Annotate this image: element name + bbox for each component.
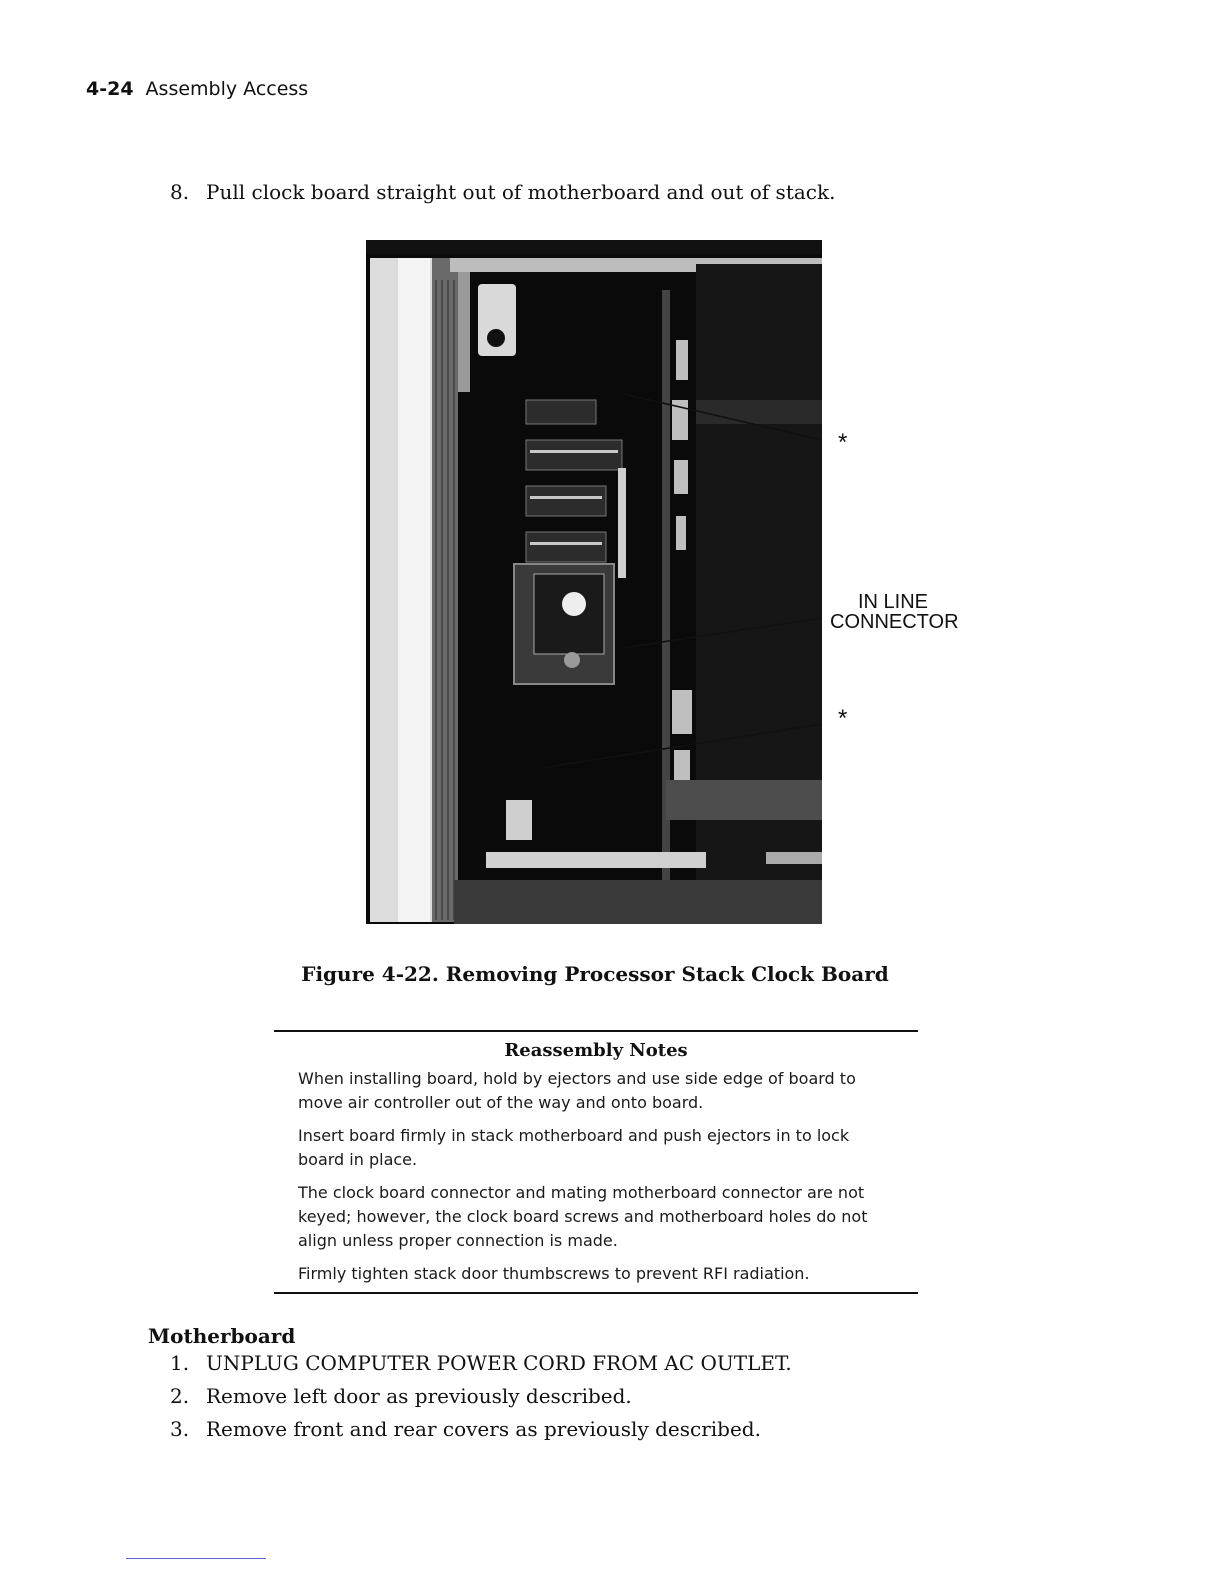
step-8 [170,180,835,204]
motherboard-step-1 [170,1351,792,1375]
callout-star-top: * [838,429,848,456]
footer-rule [126,1558,266,1559]
callout-inline-line1: IN LINE [858,591,929,613]
motherboard-heading: Motherboard [148,1324,296,1348]
step-text: Pull clock board straight out of motherboard and out of stack. [206,180,836,204]
step-number: 8. [170,180,190,204]
notes-paragraph-4: Firmly tighten stack door thumbscrews to prevent RFI radiation. [298,1264,810,1283]
step-number: 2. [170,1384,190,1408]
figure-caption: Figure 4-22. Removing Processor Stack Clock Board [301,962,889,986]
notes-paragraph-1: When installing board, hold by ejectors and use side edge of board to move air controller out of the way and onto board. [298,1069,856,1112]
motherboard-step-2 [170,1384,632,1408]
notes-paragraph-3: The clock board connector and mating motherboard connector are not keyed; however, the clock board screws and motherboard holes do not align unless proper connection is made. [298,1183,868,1250]
step-text: Remove left door as previously described. [206,1384,632,1408]
step-number: 3. [170,1417,190,1441]
step-number: 1. [170,1351,190,1375]
notes-title: Reassembly Notes [504,1040,688,1061]
callout-star-bottom: * [838,705,848,732]
page-header [86,78,308,100]
step-text: Remove front and rear covers as previously described. [206,1417,761,1441]
reassembly-notes [274,1030,918,1294]
callout-inline-line2: CONNECTOR [830,611,959,633]
step-text: UNPLUG COMPUTER POWER CORD FROM AC OUTLET. [206,1351,792,1375]
clock-board-photo [366,240,822,924]
section-title: Assembly Access [145,78,309,100]
page-number: 4-24 [86,78,134,100]
notes-paragraph-2: Insert board firmly in stack motherboard and push ejectors in to lock board in place. [298,1126,850,1169]
motherboard-step-3 [170,1417,761,1441]
